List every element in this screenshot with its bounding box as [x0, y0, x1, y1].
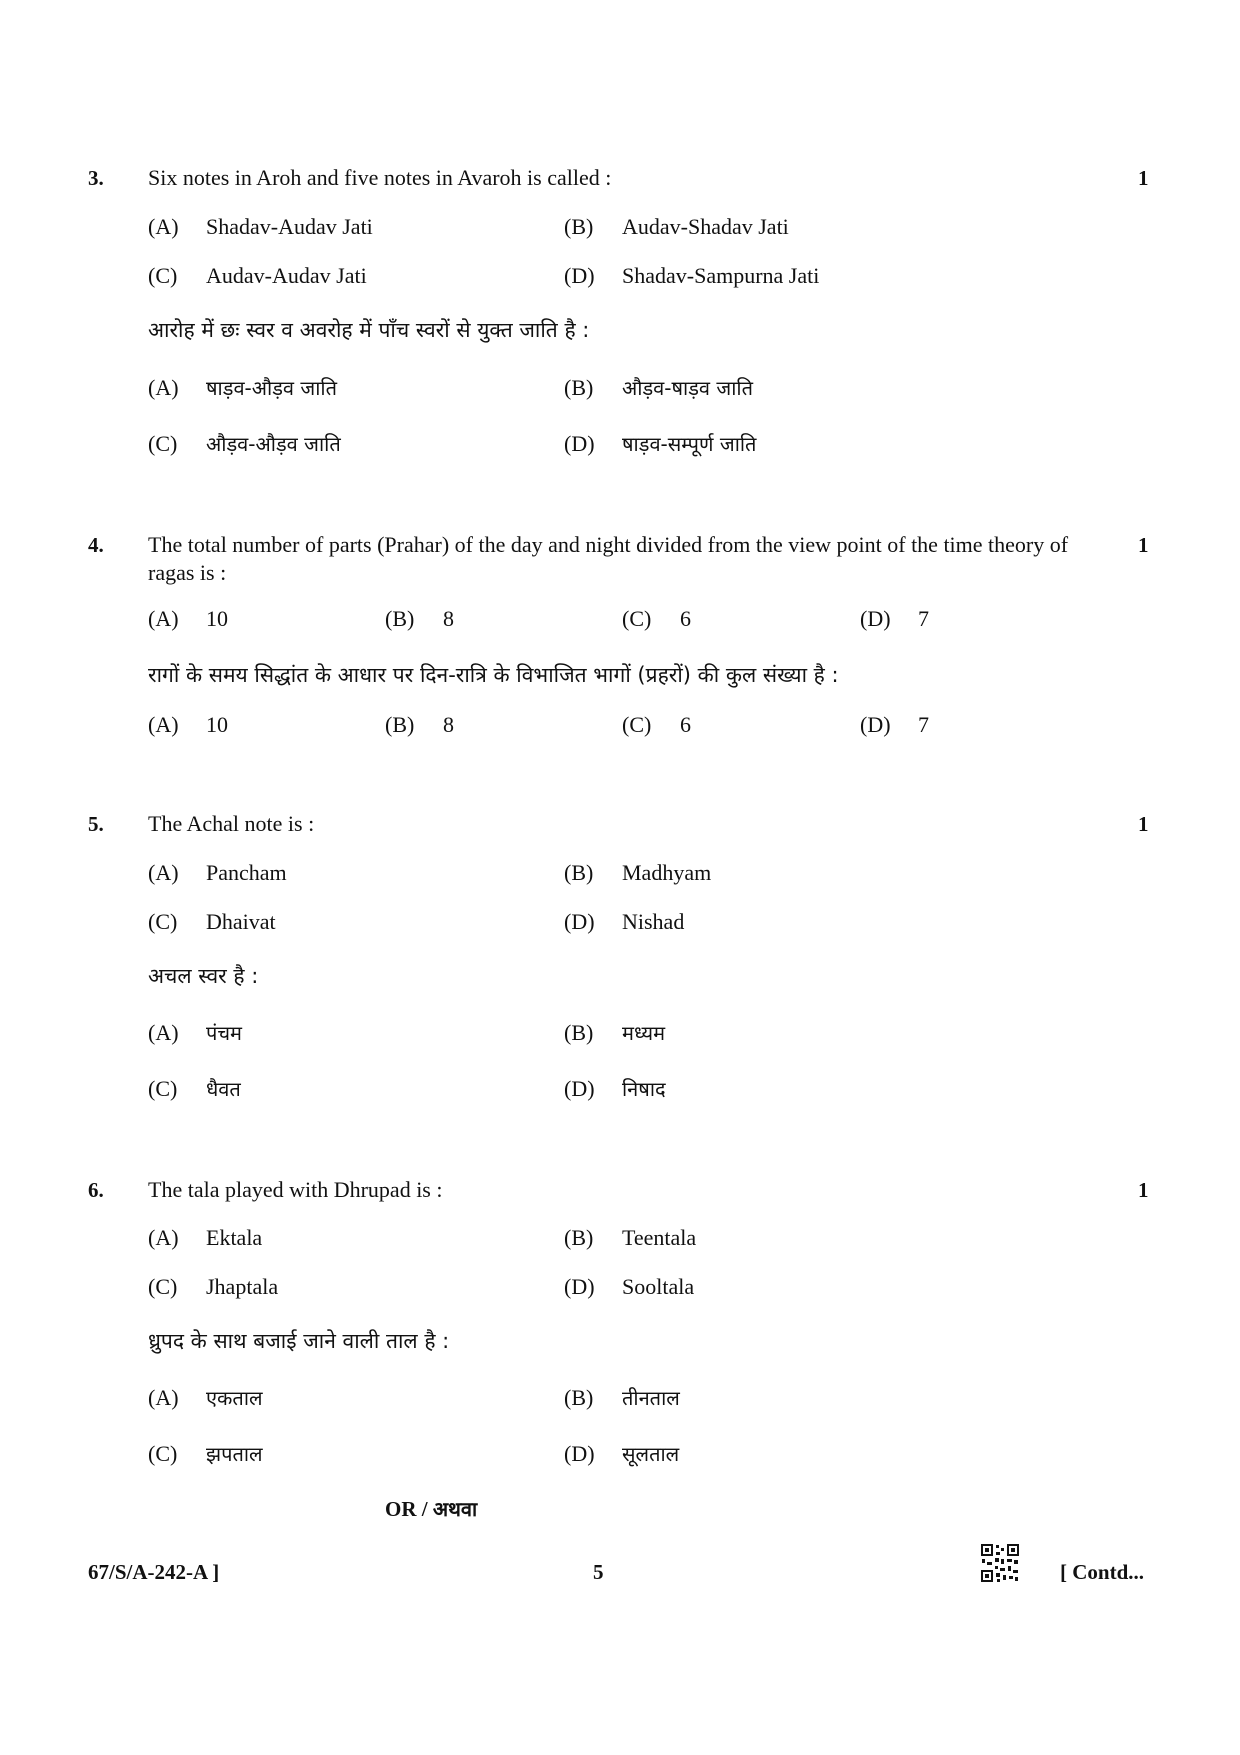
option-label: (D): [564, 431, 595, 456]
option-value: Teentala: [622, 1225, 697, 1250]
option-label: (D): [564, 1274, 595, 1299]
option-value: 10: [206, 712, 228, 737]
option-label: (A): [148, 712, 179, 737]
option-label: (A): [148, 1385, 179, 1410]
option-d-en: [564, 909, 684, 935]
option-c-en: [148, 909, 276, 935]
option-b-hi: [385, 712, 454, 738]
option-a-en: [148, 1225, 262, 1251]
option-d-en: [564, 1274, 694, 1300]
question-number: 5.: [88, 812, 104, 836]
option-label: (C): [148, 909, 178, 934]
option-value: Dhaivat: [206, 909, 276, 934]
option-d-hi: [564, 430, 756, 457]
option-label: (A): [148, 606, 179, 631]
option-value: Audav-Audav Jati: [206, 263, 367, 288]
option-c-hi: [148, 1440, 263, 1467]
option-c-en: [148, 263, 367, 289]
option-value: 8: [443, 712, 454, 737]
option-value: षाड़व-औड़व जाति: [206, 376, 338, 400]
option-label: (C): [622, 606, 652, 631]
option-c-hi: [622, 712, 691, 738]
option-value: 10: [206, 606, 228, 631]
question-number: 4.: [88, 533, 104, 557]
option-value: Pancham: [206, 860, 287, 885]
option-label: (C): [148, 431, 178, 456]
option-value: निषाद: [622, 1077, 666, 1101]
option-a-hi: [148, 712, 228, 738]
option-label: (B): [564, 860, 594, 885]
option-value: एकताल: [206, 1386, 263, 1410]
option-label: (B): [564, 375, 594, 400]
question-text-hindi: रागों के समय सिद्धांत के आधार पर दिन-रात्रि के विभाजित भागों (प्रहरों) की कुल संख्या है :: [148, 663, 839, 687]
option-b-en: [564, 1225, 696, 1251]
option-value: Ektala: [206, 1225, 263, 1250]
option-value: धैवत: [206, 1077, 241, 1101]
option-label: (A): [148, 214, 179, 239]
or-separator: [385, 1495, 477, 1522]
option-a-en: [148, 860, 287, 886]
option-value: 8: [443, 606, 454, 631]
option-d-hi: [564, 1075, 666, 1102]
question-number: 6.: [88, 1178, 104, 1202]
option-c-en: [622, 606, 691, 632]
qr-code-icon: [980, 1543, 1020, 1583]
option-value: Jhaptala: [206, 1274, 279, 1299]
option-value: सूलताल: [622, 1442, 680, 1466]
paper-code: 67/S/A-242-A ]: [88, 1560, 220, 1584]
option-label: (D): [860, 712, 891, 737]
option-value: Audav-Shadav Jati: [622, 214, 789, 239]
option-value: 6: [680, 606, 691, 631]
page-number: 5: [593, 1560, 604, 1584]
option-label: (C): [148, 1274, 178, 1299]
option-value: औड़व-औड़व जाति: [206, 432, 341, 456]
option-value: Sooltala: [622, 1274, 695, 1299]
option-label: (B): [385, 606, 415, 631]
option-b-hi: [564, 1384, 680, 1411]
option-b-en: [564, 214, 789, 240]
option-label: (D): [860, 606, 891, 631]
option-label: (D): [564, 909, 595, 934]
option-label: (B): [385, 712, 415, 737]
option-value: 7: [918, 712, 929, 737]
option-a-hi: [148, 1019, 242, 1046]
option-label: (D): [564, 263, 595, 288]
option-value: 7: [918, 606, 929, 631]
option-label: (A): [148, 375, 179, 400]
option-a-en: [148, 606, 228, 632]
option-label: (B): [564, 214, 594, 239]
question-number: 3.: [88, 166, 104, 190]
option-d-en: [860, 606, 929, 632]
option-label: (B): [564, 1020, 594, 1045]
option-b-hi: [564, 374, 753, 401]
option-value: Shadav-Sampurna Jati: [622, 263, 820, 288]
option-c-hi: [148, 1075, 241, 1102]
continued-label: [ Contd...: [1060, 1560, 1145, 1584]
question-text: Six notes in Aroh and five notes in Avaroh is called :: [148, 165, 612, 190]
option-value: मध्यम: [622, 1021, 666, 1045]
or-label-hindi: अथवा: [432, 1497, 478, 1521]
option-value: झपताल: [206, 1442, 263, 1466]
option-a-hi: [148, 1384, 263, 1411]
option-label: (D): [564, 1441, 595, 1466]
option-value: Nishad: [622, 909, 685, 934]
option-a-hi: [148, 374, 337, 401]
question-marks: 1: [1138, 166, 1149, 190]
option-b-hi: [564, 1019, 665, 1046]
option-b-en: [385, 606, 454, 632]
option-value: Madhyam: [622, 860, 712, 885]
question-text: The Achal note is :: [148, 811, 315, 836]
option-value: पंचम: [206, 1021, 243, 1045]
option-value: तीनताल: [622, 1386, 680, 1410]
option-d-en: [564, 263, 819, 289]
option-d-hi: [860, 712, 929, 738]
question-text-hindi: ध्रुपद के साथ बजाई जाने वाली ताल है :: [148, 1329, 450, 1353]
option-label: (C): [148, 1076, 178, 1101]
question-text-hindi: अचल स्वर है :: [148, 964, 259, 988]
option-b-en: [564, 860, 711, 886]
or-label: OR /: [385, 1497, 433, 1521]
option-d-hi: [564, 1440, 679, 1467]
option-label: (B): [564, 1385, 594, 1410]
question-text: The tala played with Dhrupad is :: [148, 1177, 443, 1202]
option-a-en: [148, 214, 373, 240]
question-marks: 1: [1138, 533, 1149, 557]
option-label: (D): [564, 1076, 595, 1101]
option-label: (C): [148, 1441, 178, 1466]
question-text: The total number of parts (Prahar) of the day and night divided from the view point of the time theory of ragas is :: [148, 532, 1069, 585]
question-text-hindi: आरोह में छः स्वर व अवरोह में पाँच स्वरों से युक्त जाति है :: [148, 318, 590, 342]
option-value: षाड़व-सम्पूर्ण जाति: [622, 432, 757, 456]
option-label: (A): [148, 860, 179, 885]
option-value: Shadav-Audav Jati: [206, 214, 373, 239]
option-label: (C): [148, 263, 178, 288]
option-value: औड़व-षाड़व जाति: [622, 376, 754, 400]
option-c-hi: [148, 430, 341, 457]
option-label: (C): [622, 712, 652, 737]
option-label: (A): [148, 1020, 179, 1045]
option-label: (B): [564, 1225, 594, 1250]
question-marks: 1: [1138, 812, 1149, 836]
question-marks: 1: [1138, 1178, 1149, 1202]
option-label: (A): [148, 1225, 179, 1250]
option-c-en: [148, 1274, 278, 1300]
option-value: 6: [680, 712, 691, 737]
